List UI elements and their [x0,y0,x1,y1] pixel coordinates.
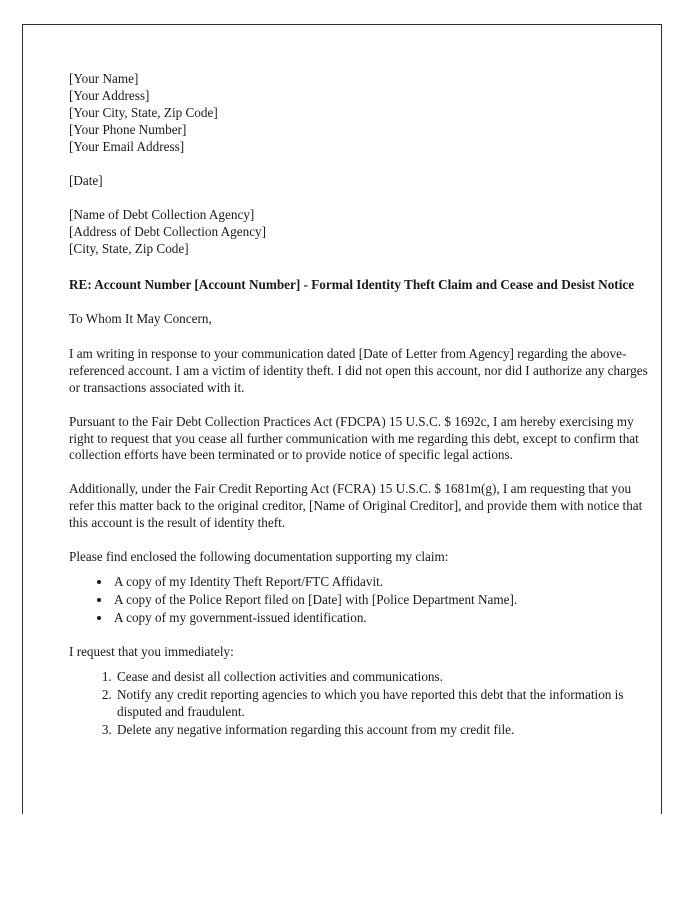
list-item: 2. Notify any credit reporting agencies to which you have reported this debt that the information is disputed and fraudulent. [115,687,649,721]
paragraph-fcra-referral-request: Additionally, under the Fair Credit Reporting Act (FCRA) 15 U.S.C. $ 1681m(g), I am requesting that you refer this matter back to the original creditor, [Name of Original Creditor], and provide them with notice that this account is the result of identity theft. [69,481,643,531]
sender-address-block [69,71,649,156]
sender-phone: [Your Phone Number] [69,121,187,137]
salutation: To Whom It May Concern, [69,310,212,326]
list-item: • A copy of the Police Report filed on [Date] with [Police Department Name]. [112,592,649,609]
list-item: 3. Delete any negative information regarding this account from my credit file. [115,722,649,739]
enclosures-lead-in: Please find enclosed the following documentation supporting my claim: [69,549,449,565]
recipient-address-block [69,207,649,258]
letter-content [69,71,649,756]
sender-street: [Your Address] [69,87,150,103]
enclosures-list [69,574,649,627]
list-item: 1. Cease and desist all collection activities and communications. [115,669,649,686]
list-item: • A copy of my government-issued identification. [112,610,649,627]
requests-list [69,669,649,739]
document-page [22,24,662,814]
paragraph-identity-theft-statement: I am writing in response to your communication dated [Date of Letter from Agency] regarding the above-referenced account. I am a victim of identity theft. I did not open this account, nor did I authorize any charges or transactions associated with it. [69,345,648,395]
paragraph-fdcpa-cease-request: Pursuant to the Fair Debt Collection Practices Act (FDCPA) 15 U.S.C. $ 1692c, I am hereby exercising my right to request that you cease all further communication with me regarding this debt, except to confirm that collection efforts have been terminated or to provide notice of specific legal actions. [69,413,639,463]
recipient-agency-address: [Address of Debt Collection Agency] [69,223,267,239]
recipient-city-state-zip: [City, State, Zip Code] [69,240,189,256]
sender-name: [Your Name] [69,71,139,86]
list-item: • A copy of my Identity Theft Report/FTC Affidavit. [112,574,649,591]
sender-email: [Your Email Address] [69,138,185,154]
sender-city-state-zip: [Your City, State, Zip Code] [69,104,218,120]
recipient-agency-name: [Name of Debt Collection Agency] [69,206,255,222]
letter-date: [Date] [69,172,103,188]
requests-lead-in: I request that you immediately: [69,644,234,660]
subject-line: RE: Account Number [Account Number] - Formal Identity Theft Claim and Cease and Desist Notice [69,276,635,292]
